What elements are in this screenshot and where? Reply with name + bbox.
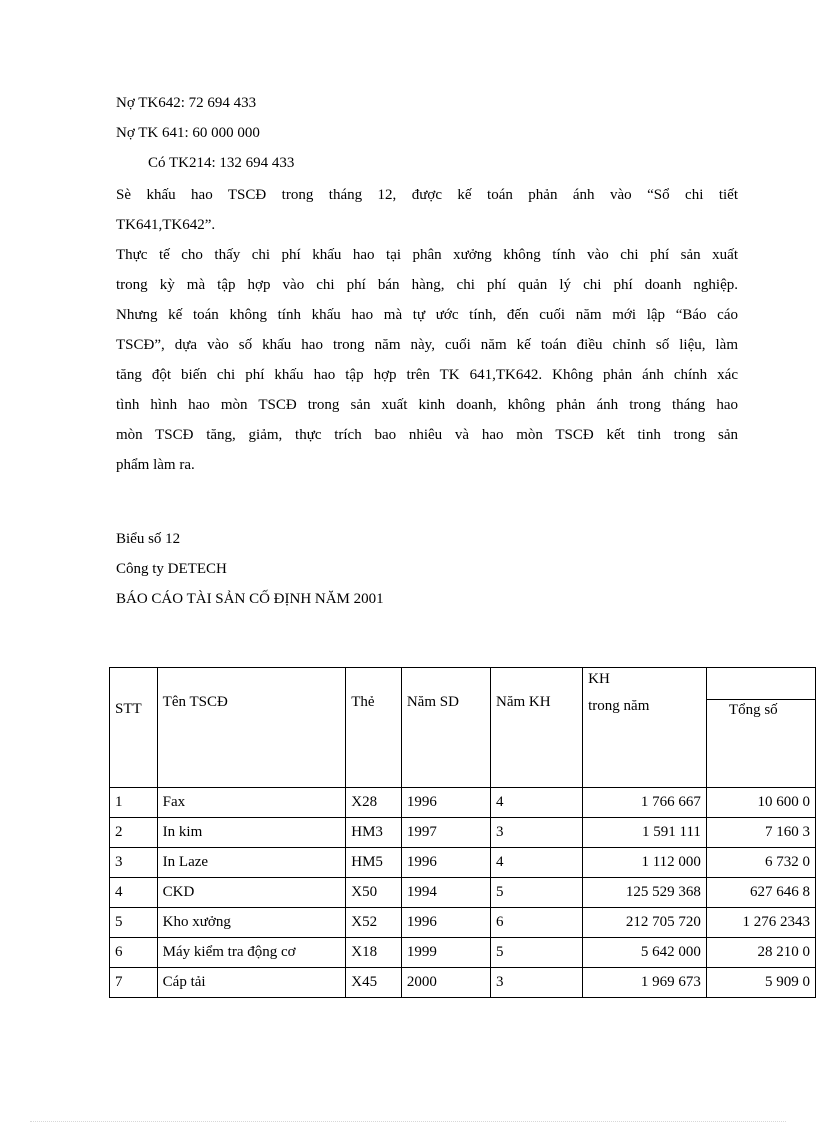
bieu-so-label: Biểu số 12 <box>116 531 181 547</box>
table-cell: 3 <box>490 968 582 998</box>
table-cell: 1 969 673 <box>583 968 707 998</box>
header-depreciation-years: Năm KH <box>490 668 582 788</box>
table-row <box>110 848 816 878</box>
table-cell: 28 210 0 <box>706 938 815 968</box>
paragraph-line: tăng đột biến chi phí khấu hao tập hợp trên TK 641,TK642. Không phản ánh chính xác <box>116 367 738 383</box>
table-cell: 1 276 2343 <box>706 908 815 938</box>
table-cell: Fax <box>157 788 346 818</box>
table-cell: 5 642 000 <box>583 938 707 968</box>
report-title: BÁO CÁO TÀI SẢN CỐ ĐỊNH NĂM 2001 <box>116 591 384 607</box>
table-cell: 627 646 8 <box>706 878 815 908</box>
table-cell: 4 <box>110 878 158 908</box>
paragraph-analysis <box>116 240 738 480</box>
header-divider <box>707 699 815 700</box>
table-cell: 1 591 111 <box>583 818 707 848</box>
table-cell: 125 529 368 <box>583 878 707 908</box>
table-cell: 6 <box>490 908 582 938</box>
table-cell: 5 909 0 <box>706 968 815 998</box>
table-cell: X52 <box>346 908 402 938</box>
table-cell: 1 766 667 <box>583 788 707 818</box>
paragraph-line: trong kỳ mà tập hợp vào chi phí bán hàng, chi phí quản lý chi phí doanh nghiệp. <box>116 277 738 293</box>
table-cell: 2 <box>110 818 158 848</box>
header-stt: STT <box>110 668 158 788</box>
table-cell: 1996 <box>401 908 490 938</box>
paragraph-line: tình hình hao mòn TSCĐ trong sản xuất kinh doanh, không phản ánh trong tháng hao <box>116 397 738 413</box>
table-cell: 5 <box>490 938 582 968</box>
paragraph-line: phẩm làm ra. <box>116 457 195 473</box>
table-cell: 1996 <box>401 848 490 878</box>
paragraph-line: Thực tế cho thấy chi phí khấu hao tại phân xưởng không tính vào chi phí sản xuất <box>116 247 738 263</box>
table-row <box>110 968 816 998</box>
table-cell: Máy kiểm tra động cơ <box>157 938 346 968</box>
table-cell: 1996 <box>401 788 490 818</box>
table-cell: 4 <box>490 848 582 878</box>
table-row <box>110 938 816 968</box>
header-card: Thẻ <box>346 668 402 788</box>
table-cell: 1 <box>110 788 158 818</box>
table-row <box>110 908 816 938</box>
table-cell: HM3 <box>346 818 402 848</box>
table-cell: Kho xưởng <box>157 908 346 938</box>
table-cell: 6 <box>110 938 158 968</box>
table-cell: 212 705 720 <box>583 908 707 938</box>
table-row <box>110 878 816 908</box>
table-cell: 5 <box>490 878 582 908</box>
table-cell: 4 <box>490 788 582 818</box>
table-cell: HM5 <box>346 848 402 878</box>
paragraph-line: Sè khấu hao TSCĐ trong tháng 12, được kế toán phản ánh vào “Sổ chi tiết <box>116 187 738 203</box>
company-name: Công ty DETECH <box>116 561 227 577</box>
table-cell: 6 732 0 <box>706 848 815 878</box>
table-cell: X50 <box>346 878 402 908</box>
page-footer-divider <box>30 1121 786 1122</box>
journal-debit-641: Nợ TK 641: 60 000 000 <box>116 125 260 141</box>
table-cell: 3 <box>490 818 582 848</box>
table-cell: Cáp tải <box>157 968 346 998</box>
table-cell: 7 160 3 <box>706 818 815 848</box>
table-cell: 1999 <box>401 938 490 968</box>
paragraph-line: mòn TSCĐ tăng, giảm, thực trích bao nhiêu và hao mòn TSCĐ kết tinh trong sản <box>116 427 738 443</box>
table-cell: 1 112 000 <box>583 848 707 878</box>
paragraph-line: TK641,TK642”. <box>116 217 216 233</box>
table-cell: X28 <box>346 788 402 818</box>
table-cell: X18 <box>346 938 402 968</box>
paragraph-line: Nhưng kế toán không tính khấu hao mà tự ước tính, đến cuối năm mới lập “Báo cáo <box>116 307 738 323</box>
header-asset-name: Tên TSCĐ <box>157 668 346 788</box>
table-cell: 2000 <box>401 968 490 998</box>
header-total: Tổng số <box>706 668 815 788</box>
paragraph-depreciation-entry <box>116 180 738 240</box>
table-cell: In Laze <box>157 848 346 878</box>
fixed-assets-table <box>109 667 816 998</box>
journal-credit-214: Có TK214: 132 694 433 <box>148 155 295 171</box>
table-cell: 5 <box>110 908 158 938</box>
table-cell: 1997 <box>401 818 490 848</box>
table-cell: 7 <box>110 968 158 998</box>
paragraph-line: TSCĐ”, dựa vào số khấu hao trong năm này, cuối năm kế toán điều chỉnh số liệu, làm <box>116 337 738 353</box>
header-year-used: Năm SD <box>401 668 490 788</box>
header-annual-depreciation: KH trong năm <box>583 668 707 788</box>
table-cell: 3 <box>110 848 158 878</box>
table-cell: In kim <box>157 818 346 848</box>
table-cell: 1994 <box>401 878 490 908</box>
table-header-row <box>110 668 816 788</box>
journal-debit-642: Nợ TK642: 72 694 433 <box>116 95 257 111</box>
table-cell: 10 600 0 <box>706 788 815 818</box>
table-cell: X45 <box>346 968 402 998</box>
table-row <box>110 818 816 848</box>
table-cell: CKD <box>157 878 346 908</box>
table-row <box>110 788 816 818</box>
